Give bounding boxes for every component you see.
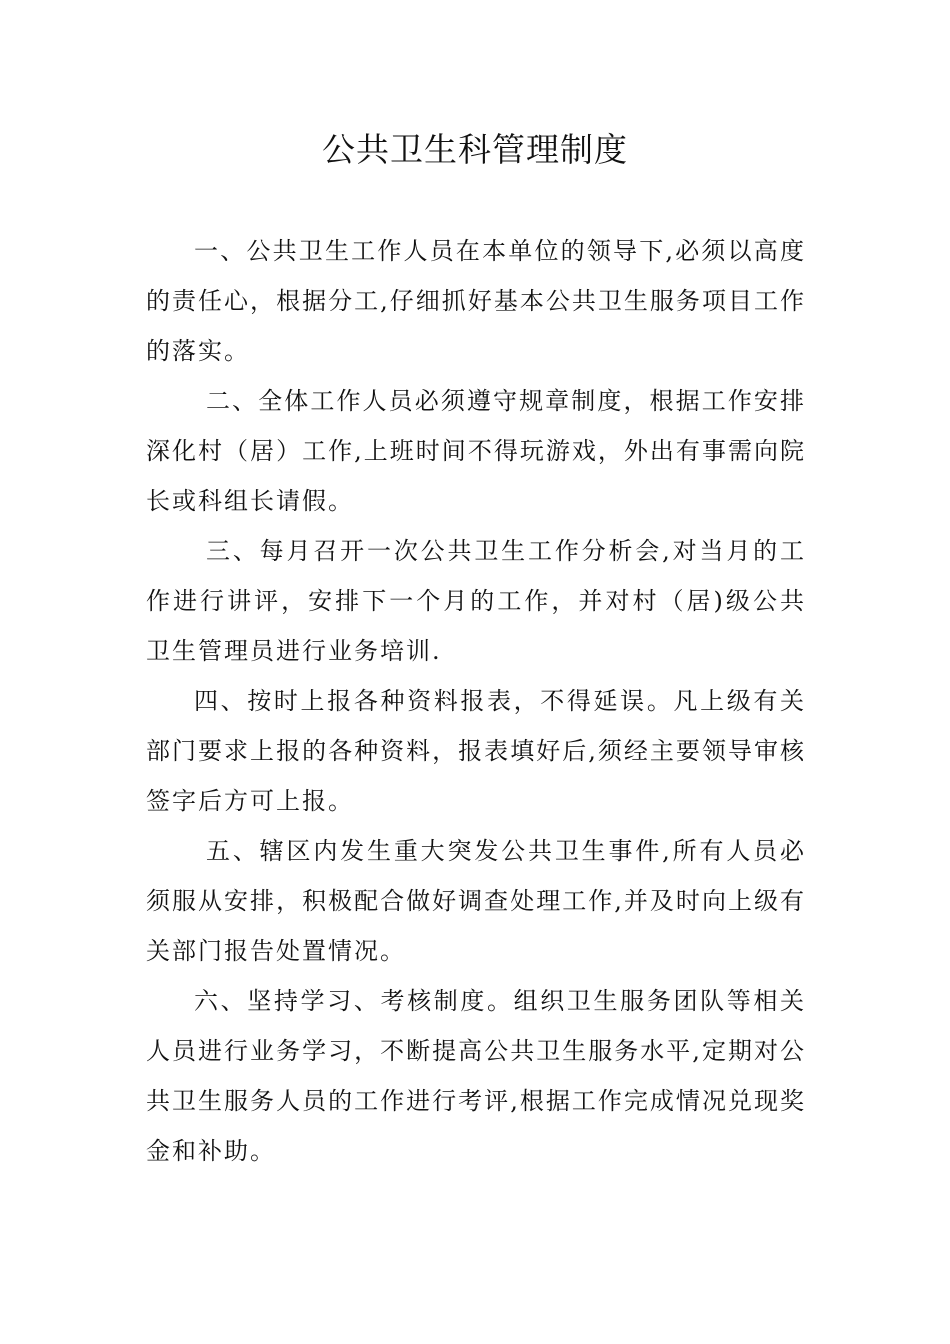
- document-title: 公共卫生科管理制度: [322, 130, 628, 169]
- document-body: [146, 226, 806, 1176]
- paragraph-3: 三、每月召开一次公共卫生工作分析会,对当月的工作进行讲评，安排下一个月的工作，并对村（居)级公共卫生管理员进行业务培训.: [146, 537, 806, 665]
- paragraph-5: 五、辖区内发生重大突发公共卫生事件,所有人员必须服从安排，积极配合做好调查处理工作,并及时向上级有关部门报告处置情况。: [146, 837, 806, 965]
- paragraph-2: 二、全体工作人员必须遵守规章制度，根据工作安排深化村（居）工作,上班时间不得玩游戏，外出有事需向院长或科组长请假。: [146, 387, 806, 515]
- paragraph-4: 四、按时上报各种资料报表，不得延误。凡上级有关部门要求上报的各种资料，报表填好后,须经主要领导审核签字后方可上报。: [146, 687, 806, 815]
- paragraph-6: 六、坚持学习、考核制度。组织卫生服务团队等相关人员进行业务学习，不断提高公共卫生服务水平,定期对公共卫生服务人员的工作进行考评,根据工作完成情况兑现奖金和补助。: [146, 987, 806, 1165]
- paragraph-1: 一、公共卫生工作人员在本单位的领导下,必须以高度的责任心，根据分工,仔细抓好基本公共卫生服务项目工作的落实。: [146, 237, 806, 365]
